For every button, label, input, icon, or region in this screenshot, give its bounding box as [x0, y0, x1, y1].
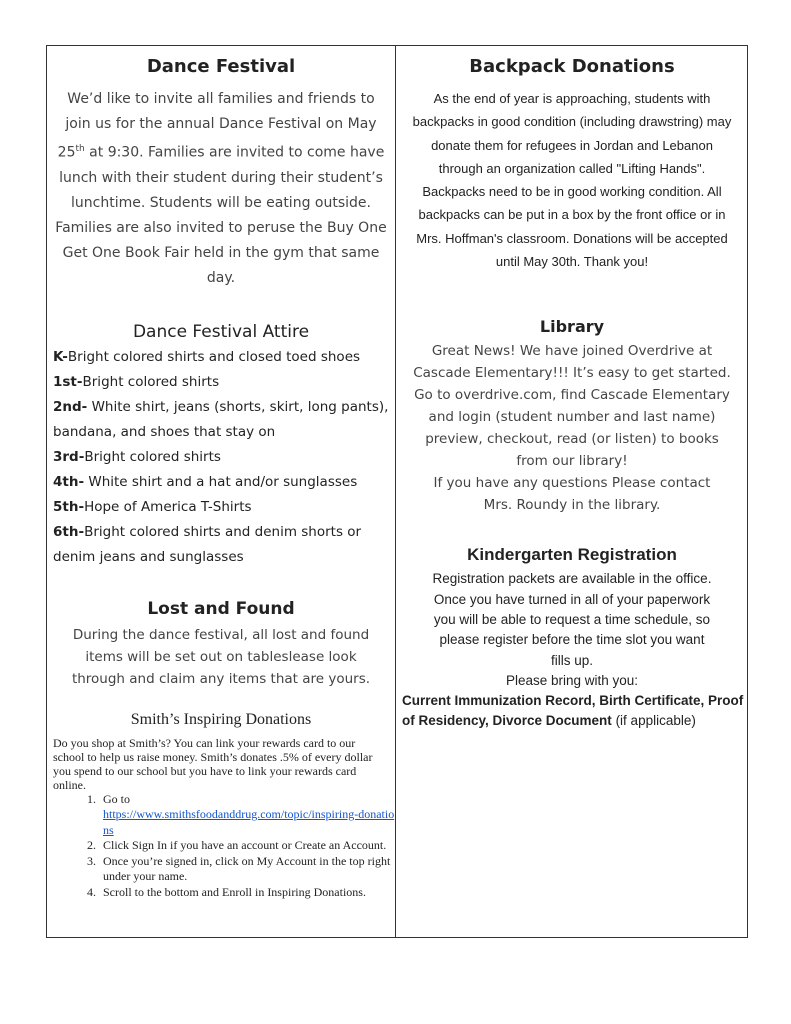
attire-item: 3rd-Bright colored shirts	[53, 448, 221, 465]
step-item: 1. Go to https://www.smithsfoodanddrug.com/topic/inspiring-donations	[99, 792, 395, 839]
smiths-title: Smith’s Inspiring Donations	[130, 710, 312, 728]
date-suffix: th	[75, 144, 85, 154]
attire-list	[53, 345, 389, 570]
attire-item: 5th-Hope of America T-Shirts	[53, 498, 252, 515]
attire-item: 4th- White shirt and a hat and/or sunglasses	[53, 473, 358, 490]
smiths-link[interactable]: https://www.smithsfoodanddrug.com/topic/inspiring-donations	[103, 807, 395, 837]
library-title: Library	[539, 317, 605, 337]
step-item: 3. Once you’re signed in, click on My Account in the top right under your name.	[99, 854, 395, 885]
required-documents: Current Immunization Record, Birth Certificate, Proof of Residency, Divorce Document	[402, 693, 744, 729]
lost-found-body: During the dance festival, all lost and found items will be set out on tableslease look through and claim any items that are yours.	[71, 626, 371, 687]
library-contact: If you have any questions Please contact Mrs. Roundy in the library.	[433, 475, 711, 514]
kindergarten-documents	[402, 691, 744, 732]
attire-title: Dance Festival Attire	[132, 321, 310, 342]
kindergarten-line-1: Registration packets are available in the office.	[432, 571, 712, 587]
dance-festival-text-2: at 9:30. Families are invited to come have lunch with their student during their student’s lunchtime. Students will be eating outside. Families are also invited to peruse the Buy One Get One Book Fair held in the gym that same day.	[55, 144, 387, 286]
attire-item: 1st-Bright colored shirts	[53, 373, 220, 390]
left-column	[47, 45, 395, 900]
smiths-steps	[47, 792, 395, 901]
backpack-title: Backpack Donations	[469, 56, 675, 77]
library-body: Great News! We have joined Overdrive at Cascade Elementary!!! It’s easy to get started. Go to overdrive.com, find Cascade Elementary and login (student number and last name) preview, checkout, read (or listen) to books from our library!	[413, 343, 731, 470]
right-column	[396, 45, 748, 732]
step-item: 4. Scroll to the bottom and Enroll in Inspiring Donations.	[99, 885, 395, 901]
attire-item: 2nd- White shirt, jeans (shorts, skirt, long pants), bandana, and shoes that stay on	[53, 398, 389, 440]
kindergarten-line-2: Once you have turned in all of your paperwork you will be able to request a time schedule, so please register before the time slot you want fills up.	[433, 591, 711, 668]
kindergarten-title: Kindergarten Registration	[467, 545, 677, 565]
documents-note: (if applicable)	[611, 713, 696, 729]
smiths-body: Do you shop at Smith’s? You can link your rewards card to our school to help us raise money. Smith’s donates .5% of every dollar you spend to our school but you have to link your rewards card online.	[53, 735, 373, 792]
step-item: 2. Click Sign In if you have an account or Create an Account.	[99, 838, 395, 854]
attire-item: 6th-Bright colored shirts and denim shorts or denim jeans and sunglasses	[53, 523, 362, 565]
dance-festival-body	[55, 87, 387, 291]
dance-festival-text-1: We’d like to invite all families and friends to join us for the annual Dance Festival on May 25	[57, 91, 377, 161]
backpack-body: As the end of year is approaching, students with backpacks in good condition (including drawstring) may donate them for refugees in Jordan and Lebanon through an organization called "Lifting Hands". Backpacks need to be in good working condition. All backpacks can be put in a box by the front office or in Mrs. Hoffman's classroom. Donations will be accepted until May 30th. Thank you!	[412, 91, 732, 270]
attire-item: K-Bright colored shirts and closed toed shoes	[53, 348, 361, 365]
dance-festival-title: Dance Festival	[146, 56, 296, 77]
kindergarten-line-3: Please bring with you:	[505, 672, 639, 688]
lost-found-title: Lost and Found	[147, 598, 295, 619]
